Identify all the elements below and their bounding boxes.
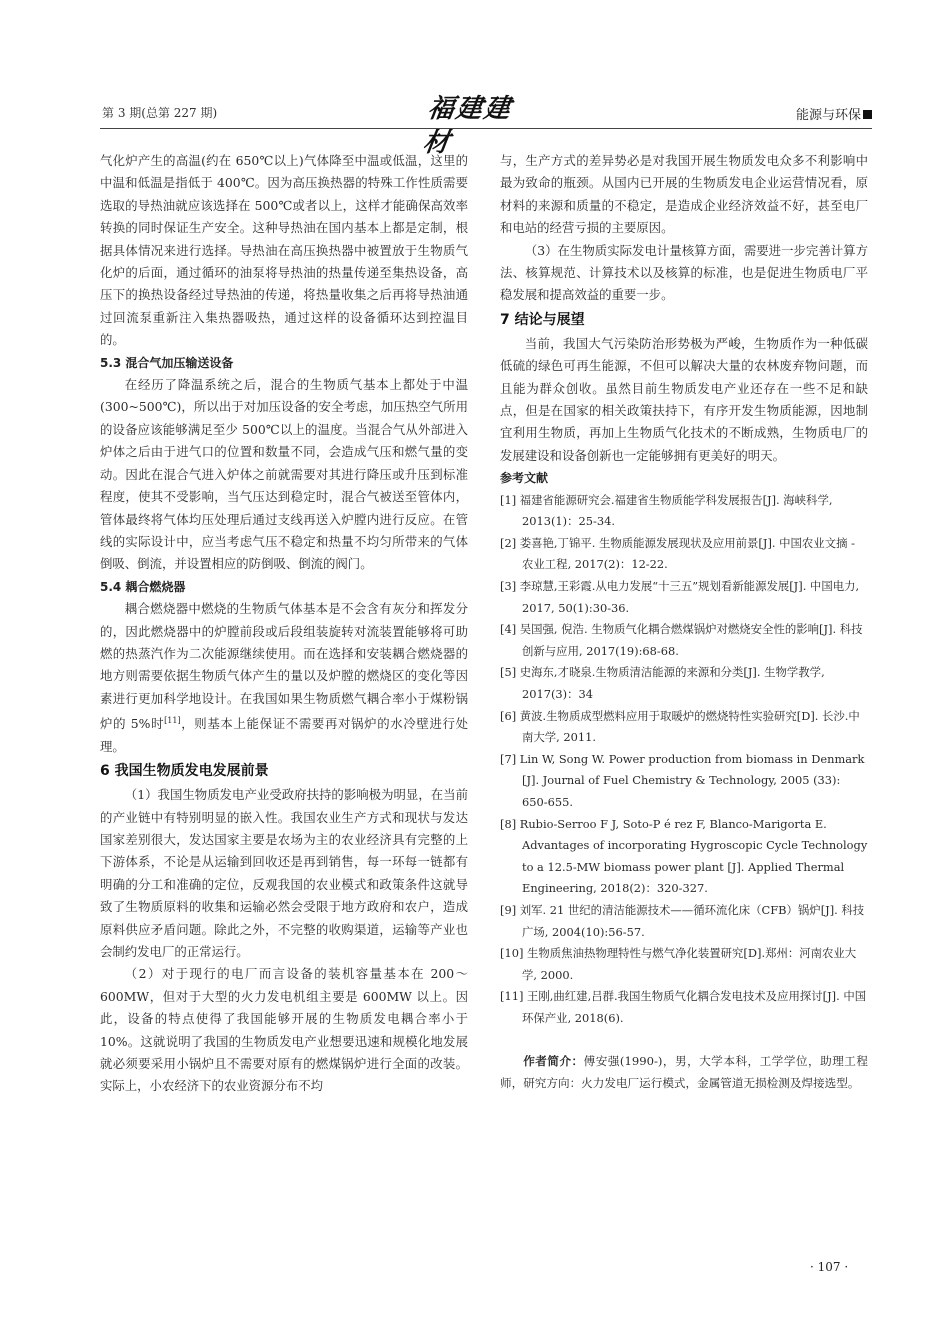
paragraph-conclusion: 当前，我国大气污染防治形势极为严峻，生物质作为一种低碳低硫的绿色可再生能源，不但可以解决大量的农林废弃物问题，而且能为群众创收。虽然目前生物质发电产业还存在一些不足和缺点，但是在国家的相关政策扶持下，有序开发生物质能源，因地制宜利用生物质，再加上生物质气化技术的不断成熟，生物质电厂的发展建设和设备创新也一定能够拥有更美好的明天。 — [500, 335, 868, 463]
reference-item: [11] 王刚,曲红建,吕群.我国生物质气化耦合发电技术及应用探讨[J]. 中国环保产业, 2018(6). — [500, 989, 867, 1025]
author-bio-text: 傅安强(1990-)，男，大学本科，工学学位，助理工程师，研究方向：火力发电厂运行模式，金属管道无损检测及焊接选型。 — [500, 1053, 868, 1090]
paragraph-continued-right: 与，生产方式的差异势必是对我国开展生物质发电众多不利影响中最为致命的瓶颈。从国内已开展的生物质发电企业运营情况看，原材料的来源和质量的不稳定，是造成企业经济效益不好，甚至电厂和电站的经营亏损的主要原因。 — [500, 153, 868, 236]
reference-item: [5] 史海东,才晓泉.生物质清洁能源的来源和分类[J]. 生物学教学, 2017(3)：34 — [500, 665, 825, 702]
reference-list — [500, 490, 868, 1030]
reference-item: [7] Lin W, Song W. Power production from biomass in Denmark [J]. Journal of Fuel Chemistry & Technology, 2005 (33): 650-655. — [500, 751, 865, 809]
issue-info: 第 3 期(总第 227 期) — [102, 106, 218, 120]
header-divider — [100, 128, 872, 129]
author-bio — [500, 1050, 868, 1094]
paragraph-continued: 气化炉产生的高温(约在 650℃以上)气体降至中温或低温，这里的中温和低温是指低于 400℃。因为高压换热器的特殊工作性质需要选取的导热油就应该选择在 500℃或者以上，这样才能确保高效率转换的同时保证生产安全。这种导热油在国内基本上都是定制，根据具体情况来进行选择。导热油在高压换热器中被置放于生物质气化炉的后面，通过循环的油泵将导热油的热量传递至集热设备，高压下的换热设备经过导热油的传递，将热量收集之后再将导热油通过回流泵重新注入集热器吸热，通过这样的设备循环达到控温目的。 — [100, 153, 468, 348]
reference-item: [3] 李琼慧,王彩霞.从电力发展“十三五”规划看新能源发展[J]. 中国电力, 2017, 50(1):30-36. — [500, 579, 860, 615]
right-column — [500, 150, 868, 1094]
section-heading-5-4: 5.4 耦合燃烧器 — [100, 579, 186, 594]
page-number: · 107 · — [810, 1260, 849, 1274]
paragraph-5-4 — [100, 598, 468, 758]
author-bio-label: 作者简介： — [523, 1053, 584, 1068]
section-label-text: 能源与环保 — [795, 108, 861, 123]
left-column — [100, 150, 468, 1098]
section-label — [796, 104, 872, 123]
references-title: 参考文献 — [500, 471, 549, 486]
reference-item: [8] Rubio-Serroo F J, Soto-P é rez F, Blanco-Marigorta E. Advantages of incorporating Hygroscopic Cycle Technology to a 12.5-MW biomass power plant [J]. Applied Thermal Engineering, 2018(2)：320-327. — [500, 816, 868, 896]
reference-item: [1] 福建省能源研究会.福建省生物质能学科发展报告[J]. 海峡科学, 2013(1)：25-34. — [500, 492, 833, 529]
section-heading-7: 7 结论与展望 — [500, 311, 585, 328]
paragraph-6-3: （3）在生物质实际发电计量核算方面，需要进一步完善计算方法、核算规范、计算技术以及核算的标准，也是促进生物质电厂平稳发展和提高效益的重要一步。 — [500, 242, 868, 303]
paragraph-6-2: （2）对于现行的电厂而言设备的装机容量基本在 200～600MW，但对于大型的火力发电机组主要是 600MW 以上。因此，设备的特点使得了我国能够开展的生物质发电耦合率小于 10%。这就说明了我国的生物质发电产业想要迅速和规模化地发展就必须要采用小锅炉且不需要对原有的燃煤锅炉进行全面的改装。实际上，小农经济下的农业资源分布不均 — [100, 966, 468, 1094]
reference-item: [10] 生物质焦油热物理特性与燃气净化装置研究[D].郑州：河南农业大学, 2000. — [500, 946, 857, 982]
section-heading-5-3: 5.3 混合气加压输送设备 — [100, 355, 234, 370]
paragraph-5-3: 在经历了降温系统之后，混合的生物质气基本上都处于中温(300~500℃)，所以出于对加压设备的安全考虑，加压热空气所用的设备应该能够满足至少 500℃以上的温度。当混合气从外部进入炉体之后由于进气口的位置和数量不同，会造成气压和燃气量的变动。因此在混合气进入炉体之前就需要对其进行降压或升压到标准程度，使其不受影响，当气压达到稳定时，混合气被送至管体内，管体最终将气体均压处理后通过支线再送入炉膛内进行反应。在管线的实际设计中，应当考虑气压不稳定和热量不均匀所带来的气体倒吸、倒流，并设置相应的防倒吸、倒流的阀门。 — [100, 377, 468, 572]
reference-item: [2] 娄喜艳,丁锦平. 生物质能源发展现状及应用前景[J]. 中国农业文摘 - 农业工程, 2017(2)：12-22. — [500, 535, 855, 572]
paragraph-5-4-part-a: 耦合燃烧器中燃烧的生物质气体基本是不会含有灰分和挥发分的，因此燃烧器中的炉膛前段或后段组装旋转对流装置能够将可助燃的热蒸汽作为二次能源继续使用。而在选择和安装耦合燃烧器的地方则需要依据生物质气体产生的量以及炉膛的燃烧区的变化等因素进行更加科学地设计。在我国如果生物质燃气耦合率小于煤粉锅炉的 5%时 — [100, 601, 468, 732]
paragraph-6-1: （1）我国生物质发电产业受政府扶持的影响极为明显，在当前的产业链中有特别明显的嵌入性。我国农业生产方式和现状与发达国家差别很大，发达国家主要是农场为主的农业经济具有完整的上下游体系，不论是从运输到回收还是再到销售，每一环每一链都有明确的分工和准确的定位，反观我国的农业模式和政策条件这就导致了生物质原料的收集和运输必然会受限于地方政府和农户，造成原料供应矛盾问题。除此之外，不完整的收购渠道，运输等产业也会制约发电厂的正常运行。 — [100, 787, 468, 959]
reference-item: [4] 吴国强, 倪浩. 生物质气化耦合燃煤锅炉对燃烧安全性的影响[J]. 科技创新与应用, 2017(19):68-68. — [500, 622, 863, 658]
reference-item: [9] 刘军. 21 世纪的清洁能源技术——循环流化床（CFB）锅炉[J]. 科技广场, 2004(10):56-57. — [500, 902, 865, 939]
journal-logo: 福建建材 — [421, 94, 515, 158]
square-icon — [863, 110, 872, 119]
paragraph-5-4-part-b: ，则基本上能保证不需要再对锅炉的水冷壁进行处理。 — [100, 716, 468, 754]
section-heading-6: 6 我国生物质发电发展前景 — [100, 763, 269, 780]
reference-item: [6] 黄波.生物质成型燃料应用于取暖炉的燃烧特性实验研究[D]. 长沙.中南大学, 2011. — [500, 708, 860, 745]
citation-11: [11] — [164, 716, 181, 726]
page-header — [100, 92, 872, 158]
